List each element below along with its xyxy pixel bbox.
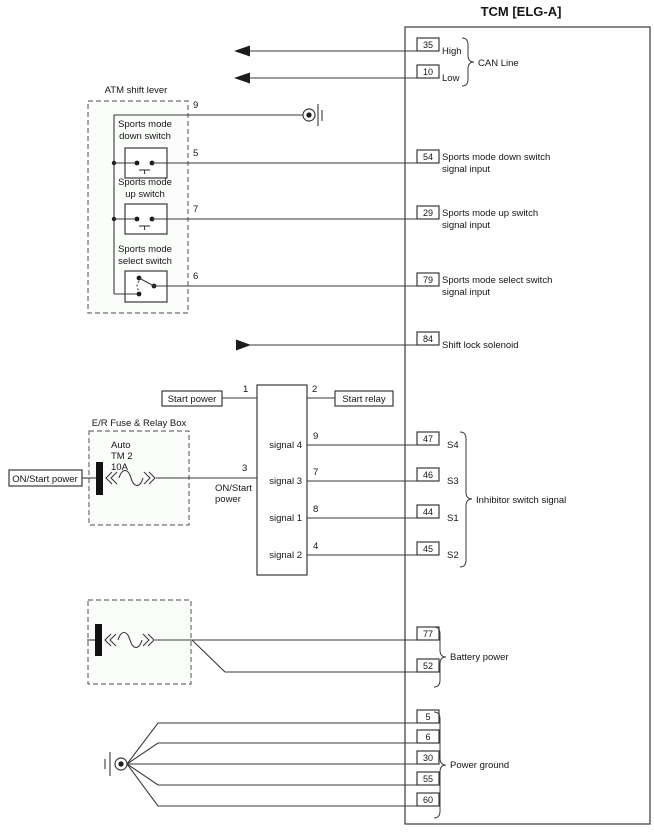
- wire-pin-number: 7: [313, 467, 319, 478]
- switch-name-line1: Sports mode: [118, 244, 172, 255]
- pin-45-number: 45: [422, 544, 434, 554]
- inhibitor-group-label: Inhibitor switch signal: [476, 495, 567, 506]
- fuse-box-label: E/R Fuse & Relay Box: [91, 418, 187, 429]
- wire-pin-number: 8: [313, 504, 319, 515]
- wire-pin-number: 9: [313, 431, 319, 442]
- chassis-ground-icon: [303, 104, 322, 126]
- ground-wire-55: [127, 764, 439, 785]
- pin-54-label-line2: signal input: [442, 164, 491, 175]
- start-relay-label: Start relay: [342, 394, 386, 405]
- can-low-arrow-icon: [234, 73, 250, 84]
- pin-60-number: 60: [422, 795, 434, 805]
- switch-name-line1: Sports mode: [118, 119, 172, 130]
- pin-45-s-label: S2: [447, 550, 459, 561]
- pin-54-number: 54: [422, 152, 434, 162]
- wire-label-line2: power: [215, 494, 241, 505]
- pin-84-number: 84: [422, 334, 434, 344]
- fuse-rating-line2: TM 2: [111, 451, 133, 462]
- pin-44-number: 44: [422, 507, 434, 517]
- fuse-rating-line1: Auto: [111, 440, 131, 451]
- pin-30-number: 30: [422, 753, 434, 763]
- pin-47-number: 47: [422, 434, 434, 444]
- wire-pin-number: 6: [193, 271, 199, 282]
- wire-pin-number: 4: [313, 541, 319, 552]
- on-start-power-label: ON/Start power: [12, 474, 78, 485]
- tcm-box: [405, 27, 650, 824]
- switch-name-line2: down switch: [119, 131, 171, 142]
- can-high-label: High: [442, 46, 462, 57]
- can-high-arrow-icon: [234, 46, 250, 57]
- switch-name-line2: up switch: [125, 189, 165, 200]
- contact-dot: [137, 292, 142, 297]
- pin-29-label-line1: Sports mode up switch: [442, 208, 539, 219]
- pin-29-label-line2: signal input: [442, 220, 491, 231]
- wire-label-line1: ON/Start: [215, 483, 252, 494]
- sports-mode-up-switch: [114, 177, 439, 234]
- start-power-label: Start power: [167, 394, 217, 405]
- pin-79-label-line2: signal input: [442, 287, 491, 298]
- signal-1-label: signal 1: [269, 513, 302, 524]
- pin-10-number: 10: [422, 67, 434, 77]
- pin-77-number: 77: [422, 629, 434, 639]
- fuse-rating-line3: 10A: [111, 462, 128, 473]
- wire-pin-number: 5: [193, 148, 199, 159]
- contact-dot: [135, 217, 140, 222]
- atm-box-label: ATM shift lever: [104, 85, 168, 96]
- pin-52-number: 52: [422, 661, 434, 671]
- switch-name-line2: select switch: [118, 256, 172, 267]
- shift-lock-arrow-icon: [236, 340, 251, 351]
- battery-branch-wire: [192, 640, 225, 672]
- battery-group-label: Battery power: [450, 652, 509, 663]
- pin-35-number: 35: [422, 40, 434, 50]
- tcm-title: TCM [ELG-A]: [480, 4, 562, 19]
- pin-79-number: 79: [422, 275, 434, 285]
- tcm-module: [405, 4, 650, 824]
- pin-46-number: 46: [422, 470, 434, 480]
- battery-fuse-dashed-box: [88, 600, 191, 684]
- signal-3-label: signal 3: [269, 476, 302, 487]
- can-group-label: CAN Line: [478, 58, 519, 69]
- signal-4-label: signal 4: [269, 440, 302, 451]
- wire-pin-number: 7: [193, 204, 199, 215]
- sports-mode-down-switch: [114, 119, 439, 178]
- pin-47-s-label: S4: [447, 440, 459, 451]
- can-low-label: Low: [442, 73, 460, 84]
- ground-group-label: Power ground: [450, 760, 510, 771]
- wire-pin-number: 2: [312, 384, 318, 395]
- pin-79-label-line1: Sports mode select switch: [442, 275, 553, 286]
- switch-name-line1: Sports mode: [118, 177, 172, 188]
- chassis-ground-icon: [105, 752, 127, 776]
- wire-pin-number: 1: [243, 384, 249, 395]
- sports-mode-select-switch: [114, 244, 439, 302]
- pin-5-number: 5: [425, 712, 431, 722]
- pin-54-label-line1: Sports mode down switch: [442, 152, 551, 163]
- er-fuse-relay-box: [9, 418, 257, 525]
- pin-46-s-label: S3: [447, 476, 459, 487]
- pin-55-number: 55: [422, 774, 434, 784]
- pin-44-s-label: S1: [447, 513, 459, 524]
- wire-pin-number: 3: [242, 463, 248, 474]
- ground-wire-6: [127, 743, 439, 764]
- signal-2-label: signal 2: [269, 550, 302, 561]
- atm-ground-pin-number: 9: [193, 100, 199, 111]
- pin-29-number: 29: [422, 208, 434, 218]
- pin-6-number: 6: [425, 732, 431, 742]
- contact-dot: [135, 161, 140, 166]
- pin-84-label: Shift lock solenoid: [442, 340, 519, 351]
